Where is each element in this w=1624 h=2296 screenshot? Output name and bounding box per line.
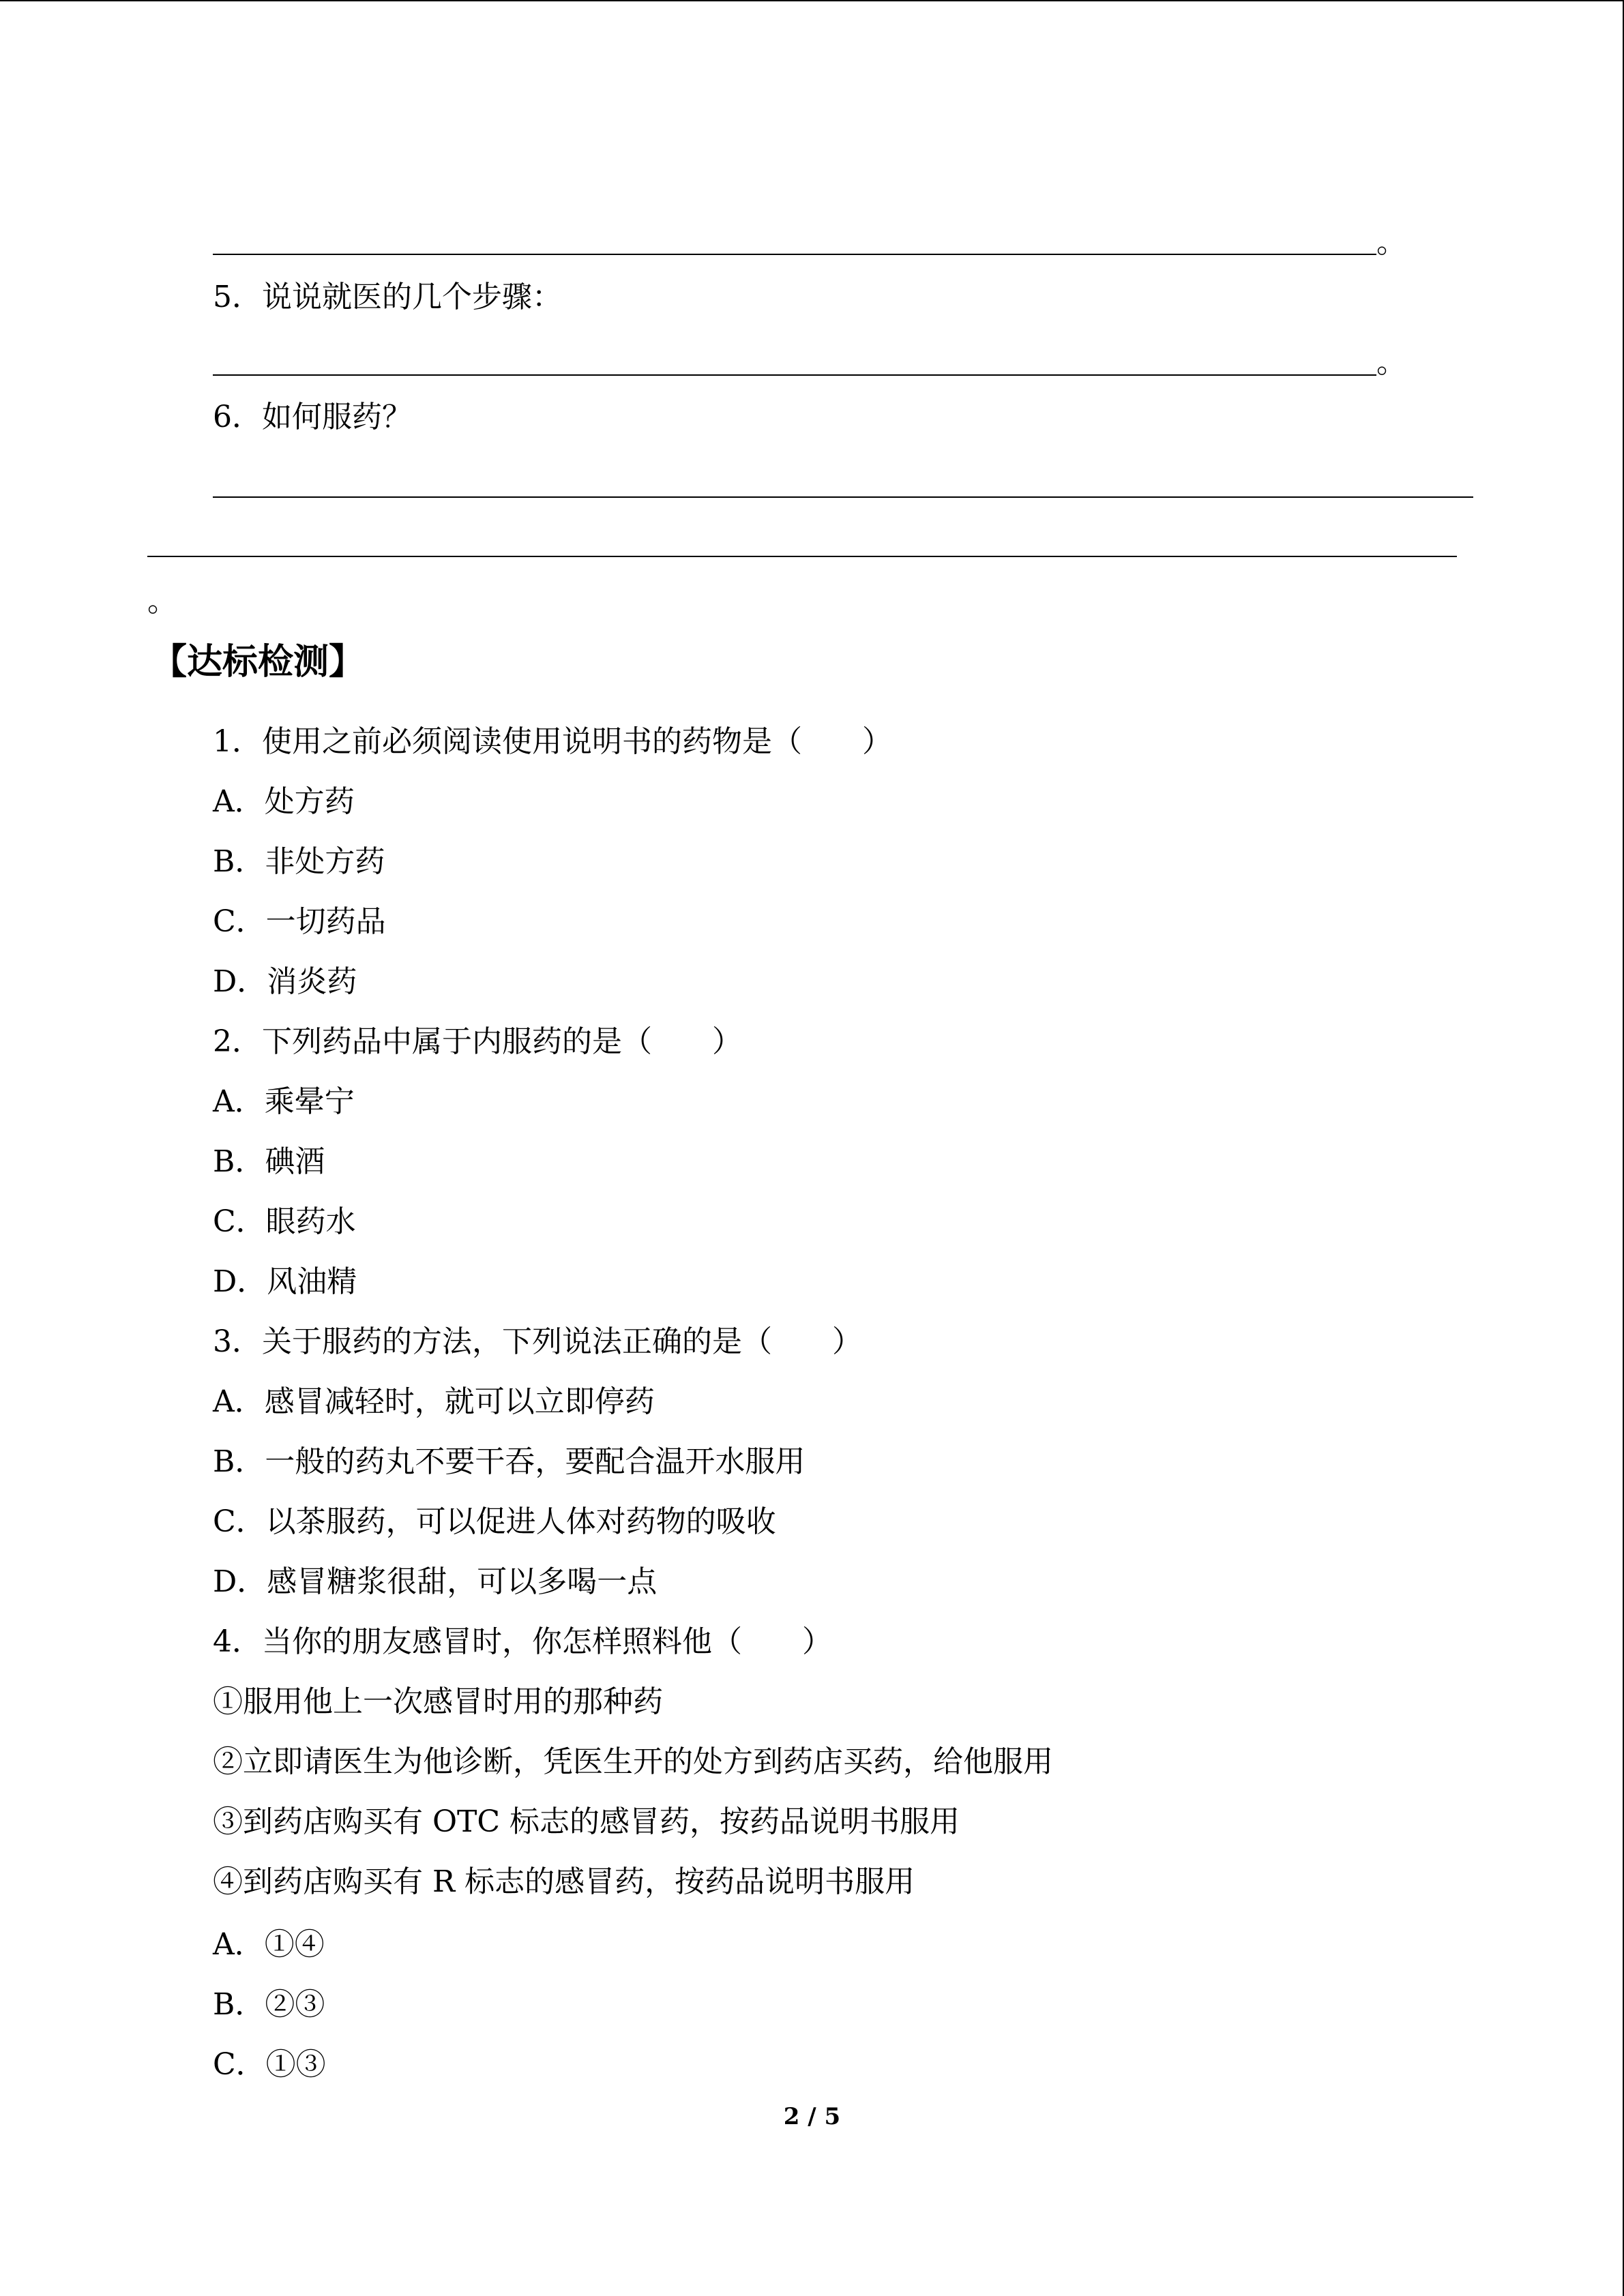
question-stem: 4．当你的朋友感冒时，你怎样照料他（ ） [213,1624,832,1659]
option-a: A．处方药 [213,784,355,819]
statement-1: ①服用他上一次感冒时用的那种药 [213,1684,663,1719]
option-d: D．消炎药 [213,964,357,999]
answer-line-2 [213,374,1376,376]
option-d: D．风油精 [213,1264,357,1299]
option-c: C．以茶服药，可以促进人体对药物的吸收 [213,1504,776,1539]
answer-line-4 [147,556,1457,557]
question-stem: 3．关于服药的方法，下列说法正确的是（ ） [213,1324,862,1359]
statement-3: ③到药店购买有 OTC 标志的感冒药，按药品说明书服用 [213,1804,960,1839]
question-5-text: 5．说说就医的几个步骤： [213,280,562,314]
question-stem: 1．使用之前必须阅读使用说明书的药物是（ ） [213,724,892,759]
section-title: 【达标检测】 [151,642,365,683]
option-b: B．碘酒 [213,1144,325,1179]
answer-line-3 [213,496,1473,498]
answer-line-1 [213,254,1376,255]
question-6-text: 6．如何服药？ [213,400,412,434]
option-d: D．感冒糖浆很甜，可以多喝一点 [213,1564,658,1599]
question-stem: 2．下列药品中属于内服药的是（ ） [213,1024,742,1059]
statement-2: ②立即请医生为他诊断，凭医生开的处方到药店买药，给他服用 [213,1744,1053,1779]
statement-4: ④到药店购买有 R 标志的感冒药，按药品说明书服用 [213,1864,915,1899]
option-b: B．②③ [213,1987,325,2022]
option-a: A．乘晕宁 [213,1084,355,1119]
option-b: B．非处方药 [213,844,385,879]
option-b: B．一般的药丸不要干吞，要配合温开水服用 [213,1444,806,1479]
option-a: A．感冒减轻时，就可以立即停药 [213,1384,655,1419]
period-mark: 。 [147,584,177,618]
option-c: C．一切药品 [213,904,386,939]
option-c: C．①③ [213,2047,326,2082]
option-a: A．①④ [213,1927,325,1962]
page-number: 2 / 5 [783,2103,841,2130]
option-c: C．眼药水 [213,1204,356,1239]
period-mark: 。 [1376,345,1406,380]
period-mark: 。 [1376,225,1406,260]
